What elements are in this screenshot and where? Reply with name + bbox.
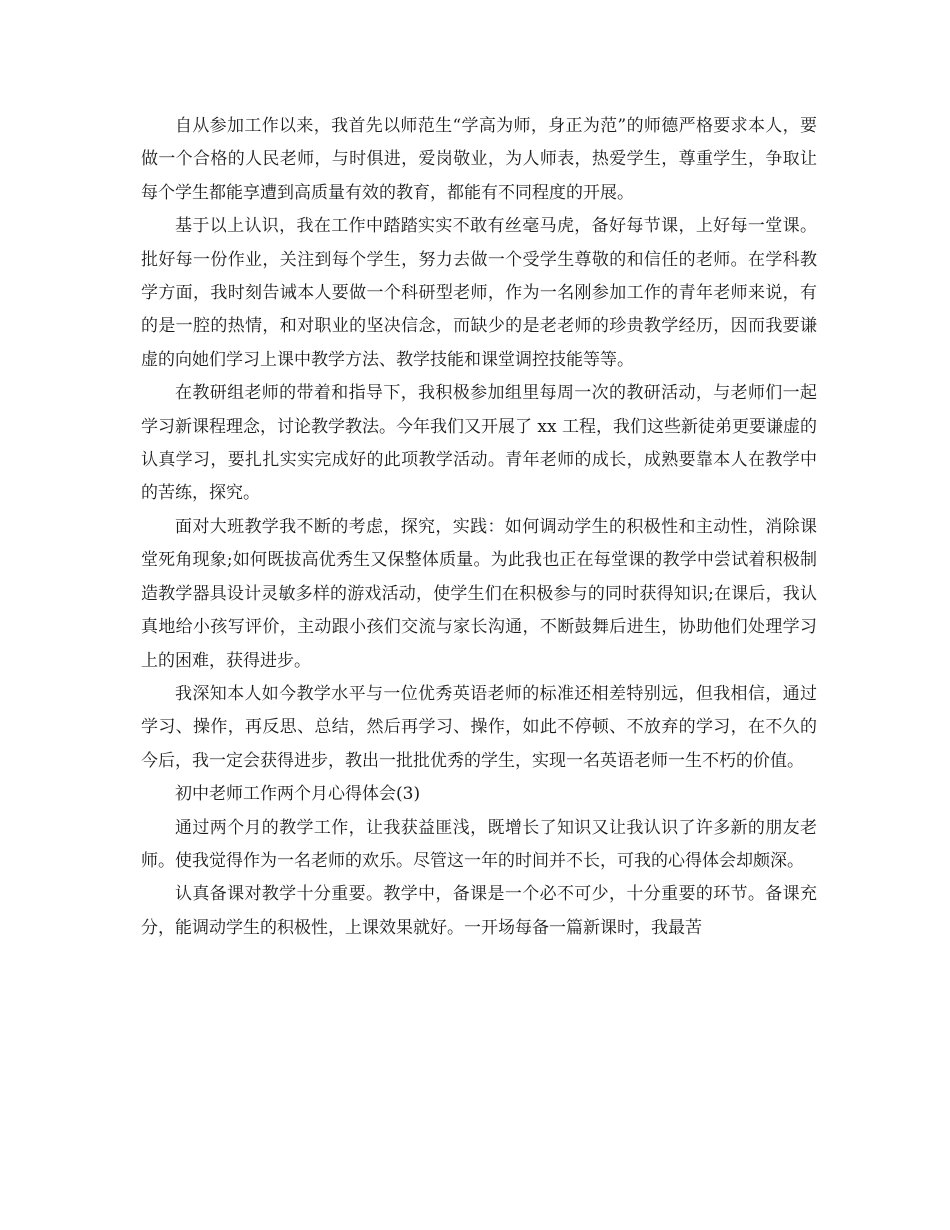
paragraph-2: 基于以上认识，我在工作中踏踏实实不敢有丝毫马虎，备好每节课，上好每一堂课。批好每一份作业，关注到每个学生，努力去做一个受学生尊敬的和信任的老师。在学科教学方面，我时刻告诫本人要做一个科研型老师，作为一名刚参加工作的青年老师来说，有的是一腔的热情，和对职业的坚决信念，而缺少的是老老师的珍贵教学经历，因而我要谦虚的向她们学习上课中教学方法、教学技能和课堂调控技能等等。: [141, 216, 817, 370]
paragraph-1: 自从参加工作以来，我首先以师范生“学高为师，身正为范”的师德严格要求本人，要做一个合格的人民老师，与时俱进，爱岗敬业，为人师表，热爱学生，尊重学生，争取让每个学生都能享遭到高质量有效的教育，都能有不同程度的开展。: [141, 116, 817, 203]
paragraph-5: 我深知本人如今教学水平与一位优秀英语老师的标准还相差特别远，但我相信，通过学习、操作，再反思、总结，然后再学习、操作，如此不停顿、不放弃的学习，在不久的今后，我一定会获得进步，教出一批批优秀的学生，实现一名英语老师一生不朽的价值。: [141, 683, 817, 771]
document-body: [141, 110, 817, 945]
paragraph-4: 面对大班教学我不断的考虑，探究，实践：如何调动学生的积极性和主动性，消除课堂死角现象;如何既拔高优秀生又保整体质量。为此我也正在每堂课的教学中尝试着积极制造教学器具设计灵敏多样的游戏活动，使学生们在积极参与的同时获得知识;在课后，我认真地给小孩写评价，主动跟小孩们交流与家长沟通，不断鼓舞后进生，协助他们处理学习上的困难，获得进步。: [141, 516, 817, 671]
section-heading: 初中老师工作两个月心得体会(3): [175, 784, 421, 805]
paragraph-7: 认真备课对教学十分重要。教学中，备课是一个必不可少，十分重要的环节。备课充分，能调动学生的积极性，上课效果就好。一开场每备一篇新课时，我最苦: [141, 884, 817, 938]
paragraph-3: 在教研组老师的带着和指导下，我积极参加组里每周一次的教研活动，与老师们一起学习新课程理念，讨论教学教法。今年我们又开展了 xx 工程，我们这些新徒弟更要谦虚的认真学习，要扎扎实实完成好的此项教学活动。青年老师的成长，成熟要靠本人在教学中的苦练，探究。: [141, 383, 817, 504]
paragraph-6: 通过两个月的教学工作，让我获益匪浅，既增长了知识又让我认识了许多新的朋友老师。使我觉得作为一名老师的欢乐。尽管这一年的时间并不长，可我的心得体会却颇深。: [141, 817, 817, 871]
